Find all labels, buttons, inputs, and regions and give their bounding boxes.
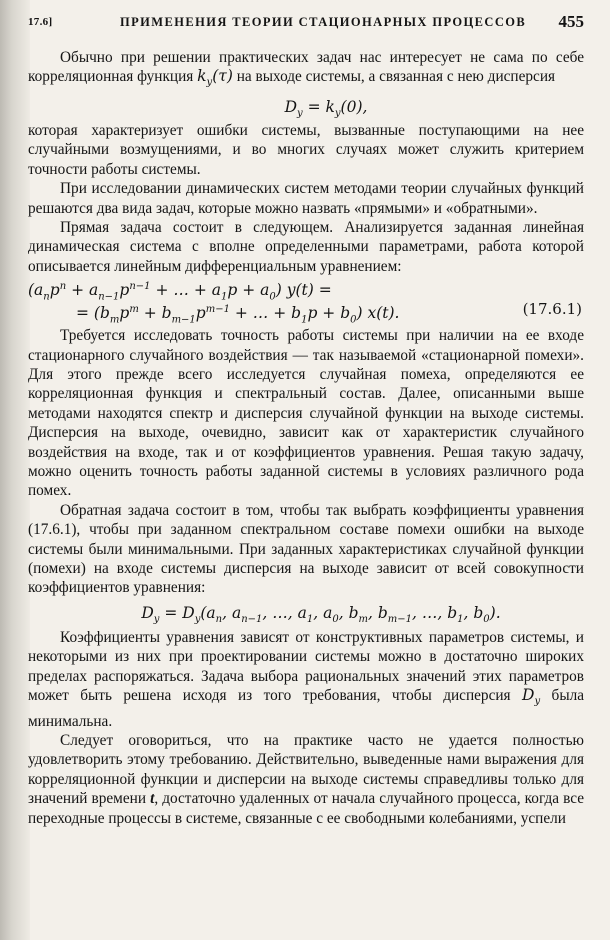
- inline-formula-dy: $D_y$: [522, 686, 541, 708]
- page-body: [28, 48, 584, 828]
- paragraph: Коэффициенты уравнения зависят от конструктивных параметров системы, и некоторыми из них при проектировании системы можно в достаточно широких пределах распоряжаться. Задача выбора рациональных значений этих параметров может быть решена исходя из того требования, чтобы дисперсия $D_y$ была минимальна.: [28, 628, 585, 730]
- paragraph: При исследовании динамических систем методами теории случайных функций решаются два вида задач, которые можно назвать «прямыми» и «обратными».: [28, 180, 584, 217]
- page-number: 455: [558, 12, 584, 31]
- formula-dispersion: $D_y = k_y(0)$,: [284, 97, 368, 119]
- running-title: ПРИМЕНЕНИЯ ТЕОРИИ СТАЦИОНАРНЫХ ПРОЦЕССОВ: [120, 15, 527, 29]
- book-page: [28, 0, 584, 828]
- page-edge-shadow: [0, 0, 30, 940]
- running-header: [28, 0, 584, 48]
- formula-differential-equation: ($a_np^n + a_{n-1}p^{n-1}$ + … + $a_1p + a_0$) y(t) = = ($b_mp^m + b_{m-1}p^{m-1}$ + … + $b_1p + b_0$) x(t). (17.6.1): [28, 281, 582, 326]
- paragraph: Следует оговориться, что на практике часто не удается полностью удовлетворить этому требованию. Действительно, выведенные нами выражения для корреляционной функции и дисперсии на выходе системы справедливы только для значений времени t, достаточно удаленных от начала случайного процесса, когда все переходные процессы в системе, связанные с ее свободными колебаниями, успели: [28, 731, 584, 827]
- paragraph: которая характеризует ошибки системы, вызванные поступающими на нее случайными возмущениями, и во многих случаях может служить критерием точности работы системы.: [28, 121, 584, 178]
- paragraph: Обратная задача состоит в том, чтобы так выбрать коэффициенты уравнения (17.6.1), чтобы при заданном спектральном составе помехи ошибки на выходе системы были минимальными. При заданных характеристиках случайной функции (помехи) на входе системы дисперсия на выходе зависит от всей совокупности коэффициентов уравнения:: [28, 501, 584, 597]
- equation-number: (17.6.1): [522, 300, 582, 319]
- section-number: 17.6]: [28, 16, 53, 28]
- paragraph: Требуется исследовать точность работы системы при наличии на ее входе стационарного случайного воздействия — так называемой «стационарной помехи». Для этого прежде всего исследуется случайная помеха, определяются ее корреляционная функция и спектральный состав. Далее, описанными выше методами находятся спектр и дисперсия случайной функции на выходе системы. Дисперсия на выходе, очевидно, зависит как от характеристик случайного воздействия на входе, так и от коэффициентов уравнения. Решая такую задачу, можно оценить точность работы заданной системы в условиях различного рода помех.: [28, 327, 584, 500]
- inline-formula-ky: $k_y(\tau)$: [197, 67, 233, 89]
- formula-dispersion-coefficients: $D_y = D_y(a_n$, $a_{n-1}$, …, $a_1$, $a_0$, $b_m$, $b_{m-1}$, …, $b_1$, $b_0$).: [141, 603, 501, 625]
- paragraph: Обычно при решении практических задач нас интересует не сама по себе корреляционная функция $k_y(\tau)$ на выходе системы, а связанная с нею дисперсия: [28, 49, 584, 89]
- paragraph: Прямая задача состоит в следующем. Анализируется заданная линейная динамическая система с вполне определенными параметрами, работа которой описывается линейным дифференциальным уравнением:: [28, 218, 584, 275]
